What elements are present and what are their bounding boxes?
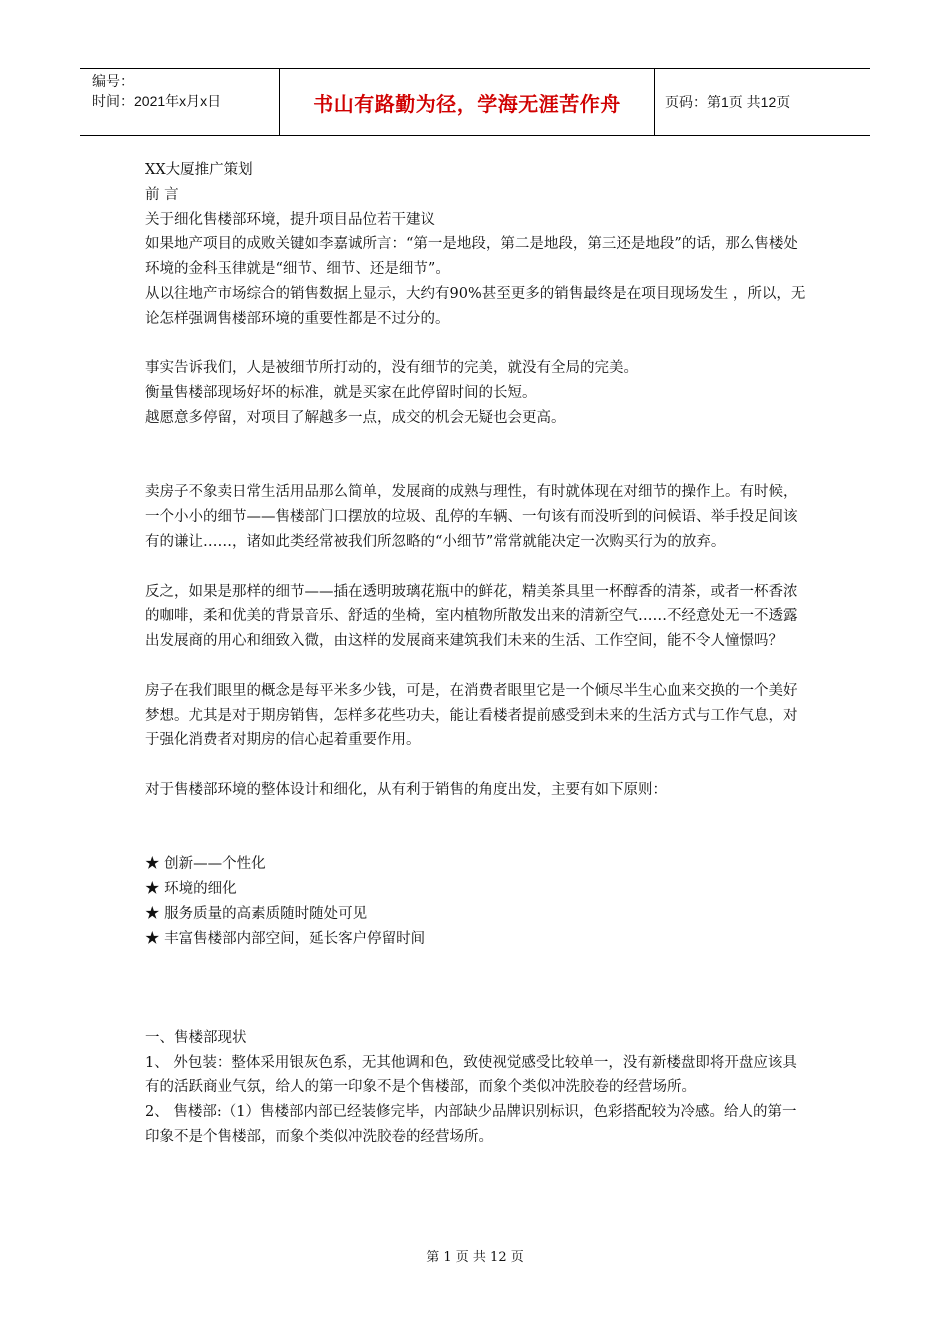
spacer — [145, 332, 810, 357]
section-heading: 一、售楼部现状 — [145, 1029, 247, 1046]
list-item: 1、 外包装：整体采用银灰色系，无其他调和色，致使视觉感受比较单一，没有新楼盘即将开盘应该具有的活跃商业气氛，给人的第一印象不是个售楼部，而象个类似冲洗胶卷的经营场所。 — [145, 1054, 797, 1096]
list-item: 2、 售楼部:（1）售楼部内部已经装修完毕，内部缺少品牌识别标识，色彩搭配较为冷感。给人的第一印象不是个售楼部，而象个类似冲洗胶卷的经营场所。 — [145, 1104, 797, 1146]
spacer — [145, 803, 810, 853]
principle-item: ★ 创新——个性化 — [145, 856, 266, 873]
paragraph: 事实告诉我们，人是被细节所打动的，没有细节的完美，就没有全局的完美。 — [145, 360, 638, 377]
header-page-info: 页码：第1页 共12页 — [665, 94, 791, 110]
paragraph: 对于售楼部环境的整体设计和细化，从有利于销售的角度出发，主要有如下原则： — [145, 781, 667, 798]
principle-item: ★ 环境的细化 — [145, 881, 237, 898]
spacer — [145, 555, 810, 580]
doc-title: XX大厦推广策划 — [145, 162, 253, 178]
principle-item: ★ 丰富售楼部内部空间，延长客户停留时间 — [145, 930, 426, 947]
page-footer: 第 1 页 共 12 页 — [426, 1250, 524, 1265]
spacer — [145, 431, 810, 481]
principle-item: ★ 服务质量的高素质随时随处可见 — [145, 905, 368, 922]
paragraph: 如果地产项目的成败关键如李嘉诚所言：“第一是地段，第二是地段，第三还是地段”的话，那么售楼处环境的金科玉律就是“细节、细节、还是细节”。 — [145, 236, 798, 278]
spacer — [145, 654, 810, 679]
preface-heading: 前 言 — [145, 186, 179, 203]
paragraph: 越愿意多停留，对项目了解越多一点，成交的机会无疑也会更高。 — [145, 409, 566, 426]
spacer — [145, 753, 810, 778]
paragraph: 从以往地产市场综合的销售数据上显示，大约有90%甚至更多的销售最终是在项目现场发生 ，所以，无论怎样强调售楼部环境的重要性都是不过分的。 — [145, 285, 806, 327]
spacer — [145, 952, 810, 1026]
header-motto: 书山有路勤为径，学海无涯苦作舟 — [280, 69, 655, 135]
header-meta — [80, 69, 280, 135]
paragraph: 卖房子不象卖日常生活用品那么简单，发展商的成熟与理性，有时就体现在对细节的操作上。有时候，一个小小的细节——售楼部门口摆放的垃圾、乱停的车辆、一句该有而没听到的问候语、举手投足间该有的谦让……，诸如此类经常被我们所忽略的“小细节”常常就能决定一次购买行为的放弃。 — [145, 484, 798, 550]
paragraph: 房子在我们眼里的概念是每平米多少钱，可是，在消费者眼里它是一个倾尽半生心血来交换的一个美好梦想。尤其是对于期房销售，怎样多花些功夫，能让看楼者提前感受到未来的生活方式与工作气息，对于强化消费者对期房的信心起着重要作用。 — [145, 682, 798, 749]
date-line: 时间：2021年x月x日 — [92, 93, 222, 109]
page-header — [80, 68, 870, 136]
paragraph: 反之，如果是那样的细节——插在透明玻璃花瓶中的鲜花，精美茶具里一杯醇香的清茶，或者一杯香浓的咖啡，柔和优美的背景音乐、舒适的坐椅，室内植物所散发出来的清新空气……不经意处无一不透露出发展商的用心和细致入微，由这样的发展商来建筑我们未来的生活、工作空间，能不令人憧憬吗？ — [145, 583, 798, 650]
number-label: 编号： — [92, 73, 134, 89]
document-body — [145, 158, 810, 1150]
doc-subtitle: 关于细化售楼部环境，提升项目品位若干建议 — [145, 211, 435, 228]
paragraph: 衡量售楼部现场好坏的标准，就是买家在此停留时间的长短。 — [145, 385, 537, 402]
